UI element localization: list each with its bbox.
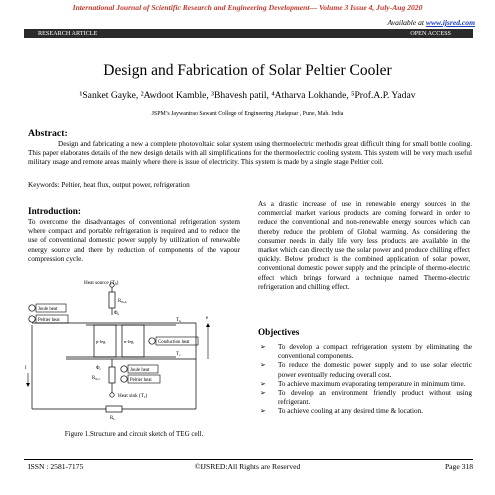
resistor-hot — [109, 292, 115, 308]
resistor-cold — [109, 367, 115, 383]
footer-divider — [24, 459, 473, 460]
peltier-source-top — [29, 316, 35, 322]
paper-authors: ¹Sanket Gayke, ²Awdoot Kamble, ³Bhavesh patil, ⁴Atharva Lokhande, ⁵Prof.A.P. Yadav — [79, 90, 416, 101]
p-leg-label: p-leg — [96, 339, 106, 344]
article-type-bar — [24, 29, 473, 38]
peltier-source-bottom — [121, 376, 127, 382]
bullet-arrow-icon: ➢ — [260, 361, 267, 370]
right-column-text: As a drastic increase of use in renewable energy sources in the commercial market various products are coming forward in order to reduce the conventional and non-renewable energy sources which can thereby reduce the problem of Global warming. As considering the consumer needs in daily life very less products are available in the market which can directly use the solar power and produce chilling effect quickly. Below product is the combined application of solar power, conventional domestic power supply and the principle of thermo-electric effect which brings forward a technique named Thermo-electric refrigeration and chilling effect. — [258, 200, 470, 291]
bullet-arrow-icon: ➢ — [260, 389, 267, 398]
objective-item: ➢ To develop an environment friendly product without using refrigerant. — [260, 389, 472, 407]
teg-cell-figure — [26, 281, 248, 427]
access-type: OPEN ACCESS — [410, 30, 451, 37]
introduction-text: To overcome the disadvantages of conventional refrigeration system where compact and portable refrigeration is required and to reduce the use of conventional domestic power supply by utilization of renewable energy source and there by reduction of components of the vapour compression cycle. — [28, 218, 240, 263]
n-leg-label: n-leg — [124, 339, 134, 344]
peltier-heat-label-bottom: Peltier heat — [130, 378, 152, 383]
current-label: I — [25, 366, 27, 371]
conduction-heat-label: Conduction heat — [158, 340, 190, 345]
introduction-heading: Introduction: — [28, 206, 81, 216]
footer-copyright: ©IJSRED:All Rights are Reserved — [194, 462, 301, 471]
objective-item: ➢ To achieve maximum evaporating temperature in minimum time. — [260, 379, 466, 388]
footer-page-number: Page 318 — [444, 462, 473, 471]
paper-affiliation: JSPM’s Jaywantrao Sawant College of Engineering ,Hadapsar , Pune, Mah. India — [151, 111, 344, 117]
tc-label: $T_c$ — [176, 352, 181, 358]
joule-heat-label-top: Joule heat — [38, 307, 58, 312]
heat-source-label: Heat source $(T_h)$ — [84, 280, 119, 287]
joule-source-top — [29, 305, 35, 311]
r-thc-label: $R_{th,c}$ — [92, 376, 101, 382]
voltage-label: e — [206, 316, 209, 321]
joule-heat-label-bottom: Joule heat — [130, 368, 150, 373]
phi-h-label: $\Phi_h$ — [114, 311, 120, 317]
journal-header: International Journal of Scientific Research and Engineering Development— Volume 3 Issue 4, July-Aug 2020 — [72, 3, 423, 12]
objective-item: ➢ To reduce the domestic power supply and to use solar electric power eventually reducing overall cost. — [260, 361, 472, 379]
objectives-list — [258, 343, 472, 417]
phi-c-label: $\Phi_c$ — [96, 366, 102, 372]
bullet-arrow-icon: ➢ — [260, 407, 267, 416]
paper-title: Design and Fabrication of Solar Peltier Cooler — [103, 62, 392, 79]
th-label: $T_h$ — [176, 318, 181, 324]
keywords: Keywords: Peltier, heat flux, output power, refrigeration — [28, 181, 190, 189]
joule-source-bottom — [121, 366, 127, 372]
objective-item: ➢ To achieve cooling at any desired time & location. — [260, 407, 423, 416]
load-resistor — [106, 406, 122, 412]
teg-cell-diagram — [26, 281, 248, 427]
figure-caption: Figure 1.Structure and circuit sketch of TEG cell. — [64, 430, 204, 438]
load-label: $R_L$ — [110, 416, 116, 422]
abstract-heading: Abstract: — [28, 128, 68, 139]
journal-url-link[interactable]: www.ijsred.com — [425, 18, 475, 27]
objectives-heading: Objectives — [258, 327, 300, 337]
availability-line — [388, 18, 475, 27]
available-prefix: Available at — [387, 18, 426, 27]
article-type: RESEARCH ARTICLE — [38, 30, 98, 37]
abstract-text: Design and fabricating a new a complete photovoltaic solar system using thermoelectric methodis great difficult thing for small bottle cooling. This paper elaborates details of the new design details with all simplifications for the thermoelectric cooling system. This system will be very much useful military usage and remote areas mainly where there is issue of electricity. This system is made by a single stage Peltier coil. — [28, 140, 472, 167]
footer-issn: ISSN : 2581-7175 — [28, 462, 84, 471]
heat-sink-node — [110, 393, 114, 397]
objective-item: ➢ To develop a compact refrigeration system by eliminating the conventional components. — [260, 343, 472, 361]
bullet-arrow-icon: ➢ — [260, 343, 267, 351]
bullet-arrow-icon: ➢ — [260, 379, 267, 388]
conduction-source — [149, 338, 155, 344]
r-thh-label: $R_{th,h}$ — [118, 299, 127, 305]
peltier-heat-label-top: Peltier heat — [38, 318, 60, 323]
heat-sink-label: Heat sink $(T_c)$ — [118, 393, 148, 400]
